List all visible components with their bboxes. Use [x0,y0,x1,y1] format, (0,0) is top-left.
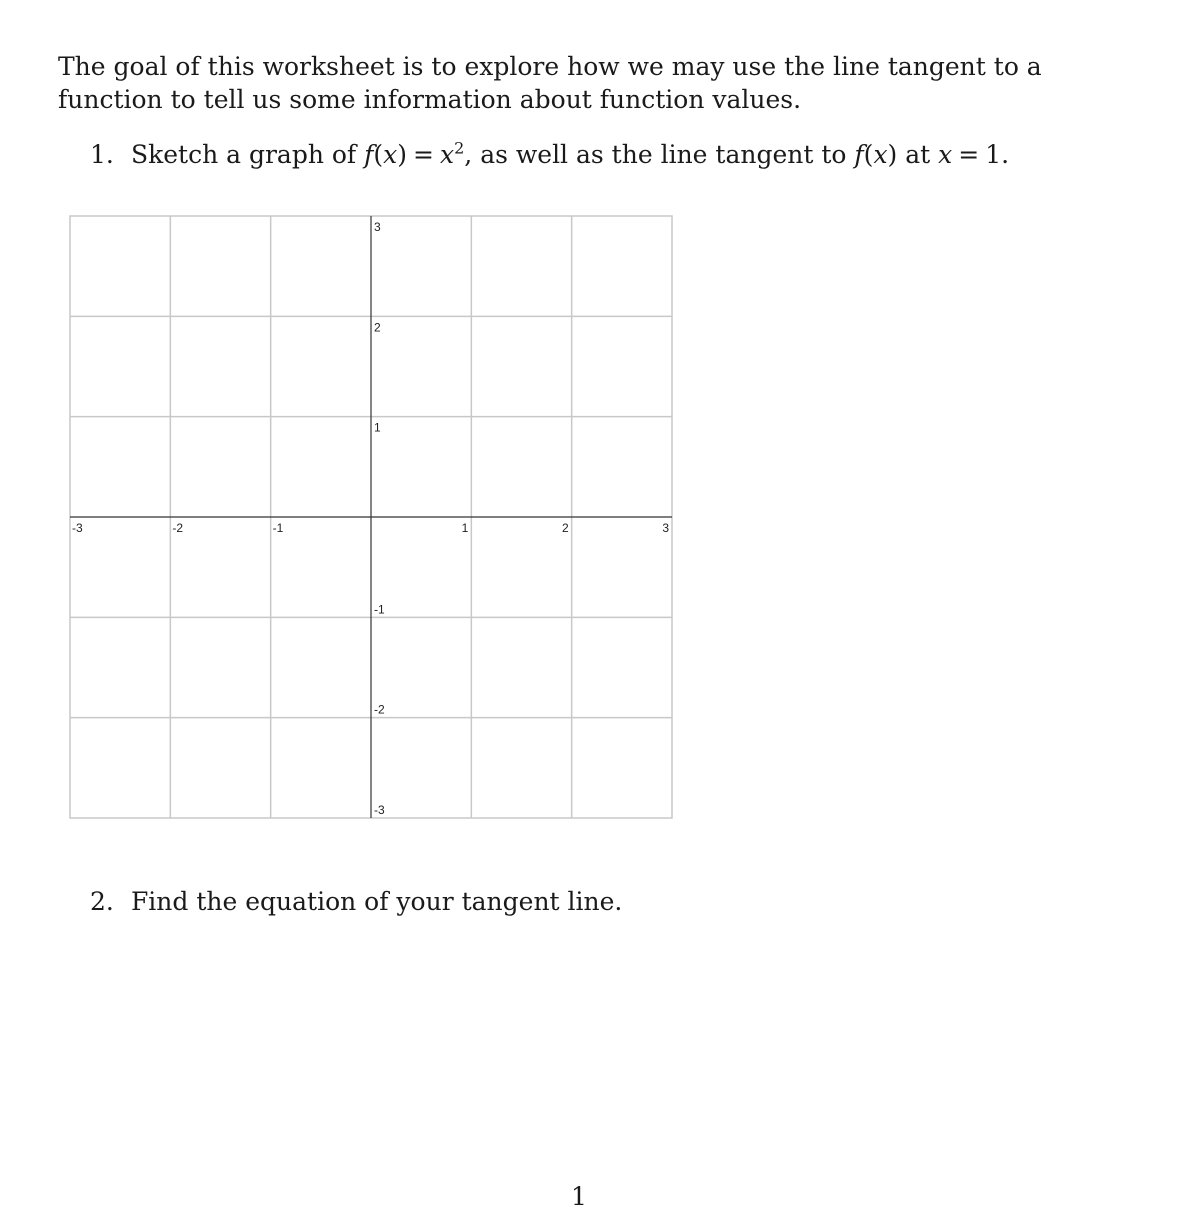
function-reference: f(x) [854,140,898,169]
question-1-number: 1. [90,140,114,169]
function-expression: $f(x) = x^2$ [364,138,465,169]
y-tick-label: -1 [374,602,385,617]
y-tick-label: -2 [374,702,385,717]
y-tick-label: -3 [374,803,385,817]
x-tick-label: -1 [272,521,284,535]
point-of-tangency: x = 1. [938,140,1010,169]
x-tick-label: 1 [461,521,469,535]
y-tick-label: 3 [374,220,381,234]
y-tick-label: 1 [374,420,381,435]
intro-paragraph: The goal of this worksheet is to explore how we may use the line tangent to a function to tell us some information about function values. [58,52,1042,114]
question-2 [90,885,622,918]
question-1-text-c: at [905,140,931,169]
x-tick-label: -2 [172,521,184,535]
x-tick-label: 2 [561,521,569,535]
page-number: 1 [571,1182,587,1211]
x-tick-label: 3 [662,521,669,535]
x-tick-label: -3 [72,521,83,535]
question-1-text-b: , as well as the line tangent to [464,140,847,169]
y-tick-label: 2 [374,320,381,335]
question-1-text-a: Sketch a graph of [130,140,357,169]
question-2-text: Find the equation of your tangent line. [130,887,623,916]
question-2-number: 2. [90,887,114,916]
